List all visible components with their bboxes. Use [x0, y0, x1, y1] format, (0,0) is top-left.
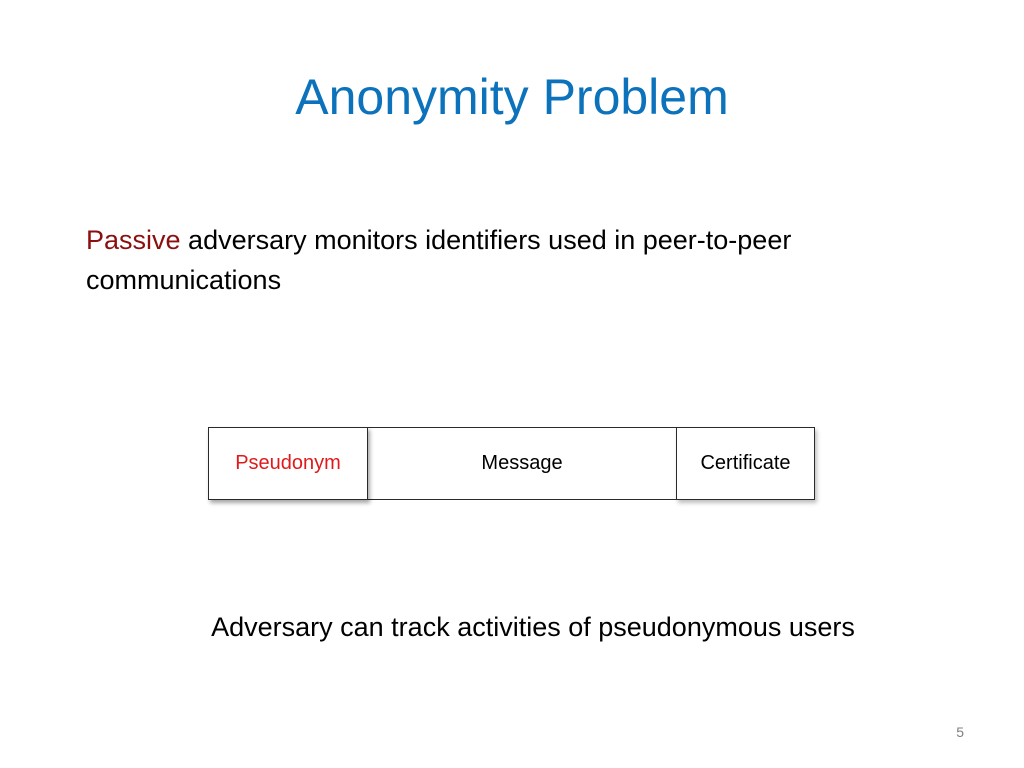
body-rest: adversary monitors identifiers used in peer-to-peer communications [86, 225, 792, 295]
message-field: Message [366, 427, 678, 500]
pseudonym-field: Pseudonym [208, 427, 368, 500]
page-number: 5 [956, 724, 964, 740]
slide-title: Anonymity Problem [295, 69, 729, 125]
conclusion-text: Adversary can track activities of pseudonymous users [211, 612, 855, 642]
passive-word: Passive [86, 225, 181, 255]
certificate-field: Certificate [676, 427, 815, 500]
packet-diagram [208, 427, 815, 500]
body-text [86, 220, 946, 300]
